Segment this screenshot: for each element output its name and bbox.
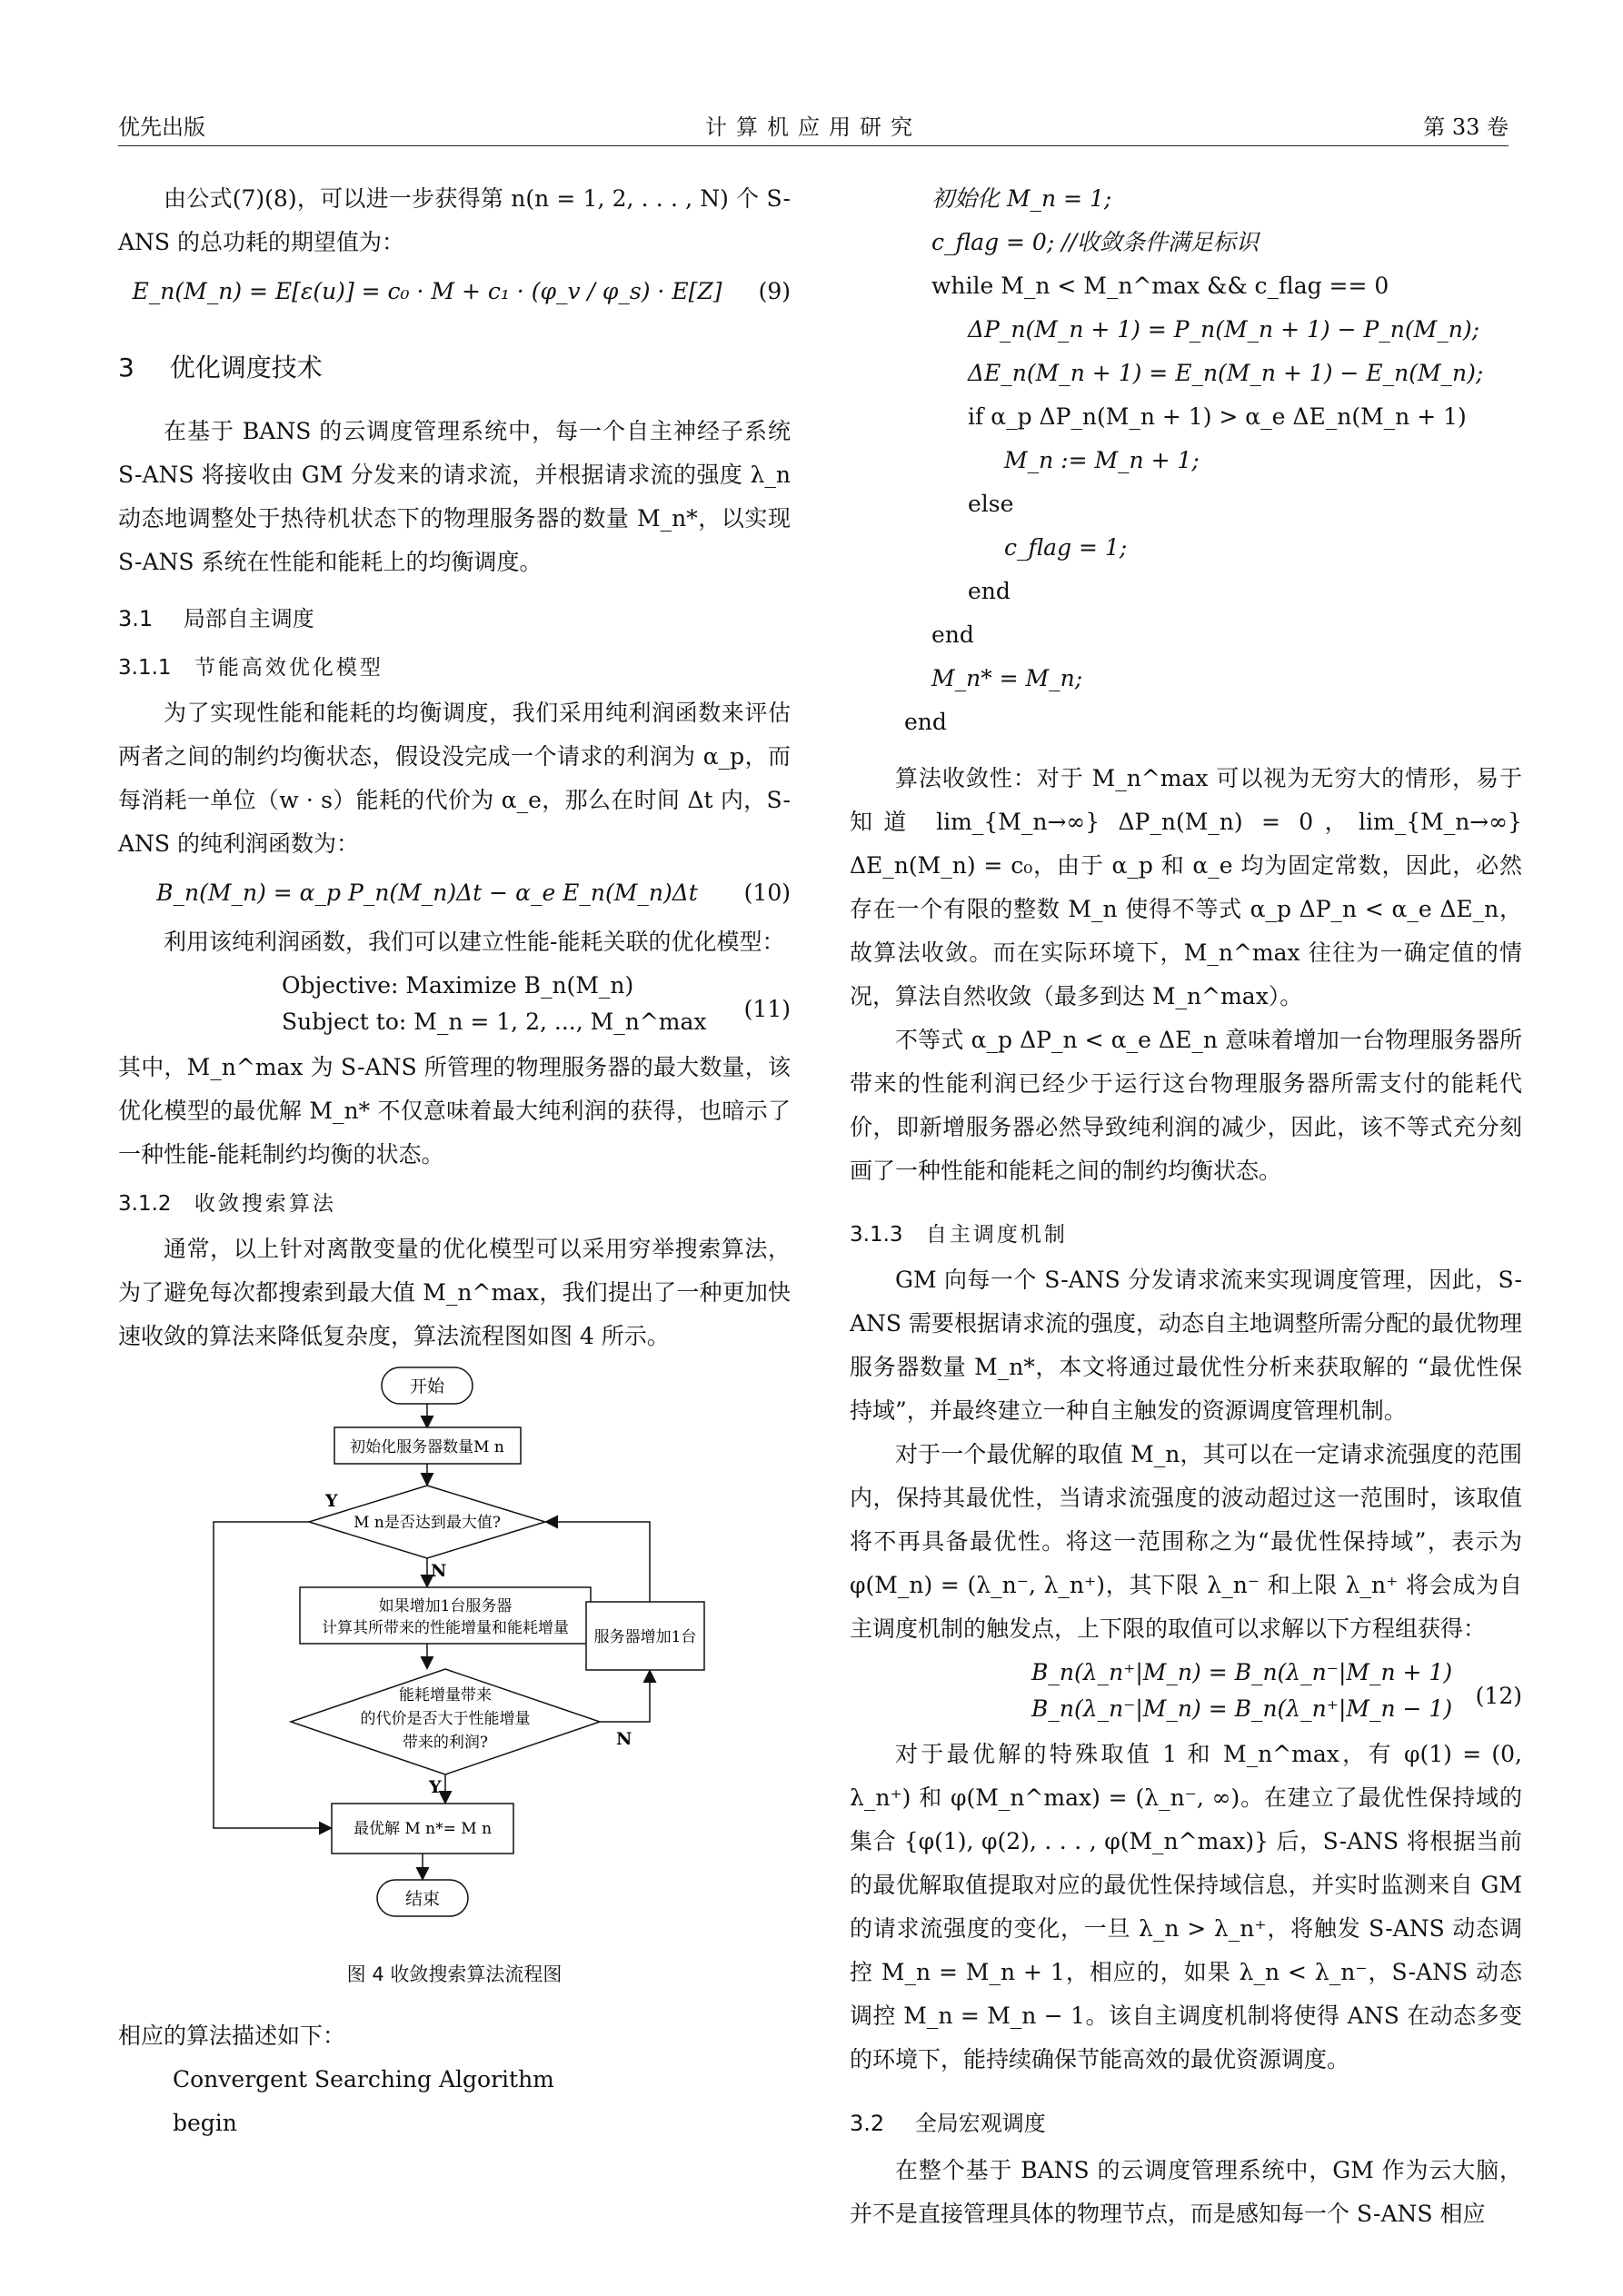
- section-3-1-2-title: 收敛搜索算法: [194, 1192, 336, 1216]
- section-3-1-2-heading: [118, 1182, 791, 1226]
- algo-line: ΔE_n(M_n + 1) = E_n(M_n + 1) − E_n(M_n);: [968, 360, 1484, 386]
- algo-line: while M_n < M_n^max && c_flag == 0: [931, 273, 1389, 299]
- section-3-paragraph: 在基于 BANS 的云调度管理系统中，每一个自主神经子系统 S-ANS 将接收由 GM 分发来的请求流，并根据请求流的强度 λ_n 动态地调整处于热待机状态下的物理服务器的数量 M_n*，以实现 S-ANS 系统在性能和能耗上的均衡调度。: [118, 418, 791, 575]
- equation-11: [118, 964, 791, 1046]
- section-3-1-3-paragraph-3: 对于最优解的特殊取值 1 和 M_n^max，有 φ(1) = (0, λ_n⁺) 和 φ(M_n^max) = (λ_n⁻, ∞)。在建立了最优性保持域的集合 {φ(1), φ(2), . . . , φ(M_n^max)} 后，S-ANS 将根据当前的最优解取值提取对应的最优性保持域信息，并实时监测来自 GM 的请求流强度的变化，一旦 λ_n > λ_n⁺，将触发 S-ANS 动态调控 M_n = M_n + 1，相应的，如果 λ_n < λ_n⁻，S-ANS 动态调控 M_n = M_n − 1。该自主调度机制将使得 ANS 在动态多变的环境下，能持续确保节能高效的最优资源调度。: [850, 1741, 1522, 2072]
- equation-9: [118, 264, 791, 319]
- journal-title: 计算机应用研究: [705, 114, 921, 140]
- algo-line: M_n := M_n + 1;: [1004, 447, 1200, 473]
- algorithm-name: Convergent Searching Algorithm: [173, 2066, 554, 2092]
- algo-line: else: [968, 491, 1014, 517]
- algo-line: if α_p ΔP_n(M_n + 1) > α_e ΔE_n(M_n + 1): [968, 403, 1467, 430]
- algo-line: c_flag = 0; //收敛条件满足标识: [931, 229, 1260, 255]
- cost-check-label-1: 能耗增量带来: [399, 1686, 492, 1705]
- convergence-paragraph-1: 算法收敛性：对于 M_n^max 可以视为无穷大的情形，易于知道 lim_{M_n→∞} ΔP_n(M_n) = 0，lim_{M_n→∞} ΔE_n(M_n) = c₀，由于 α_p 和 α_e 均为固定常数，因此，必然存在一个有限的整数 M_n 使得不等式 α_p ΔP_n < α_e ΔE_n，故算法收敛。而在实际环境下，M_n^max 往往为一确定值的情况，算法自然收敛（最多到达 M_n^max）。: [850, 765, 1522, 1009]
- equation-11-after: 其中，M_n^max 为 S-ANS 所管理的物理服务器的最大数量，该优化模型的最优解 M_n* 不仅意味着最大纯利润的获得，也暗示了一种性能-能耗制约均衡的状态。: [118, 1054, 791, 1168]
- section-3-1-title: 局部自主调度: [183, 606, 314, 631]
- end-label: 结束: [404, 1889, 441, 1909]
- section-3-1-3-number: 3.1.3: [850, 1223, 903, 1247]
- section-3-1-heading: [118, 597, 791, 641]
- equation-11-objective: Objective: Maximize B_n(M_n): [282, 972, 634, 999]
- equation-12-line-1: B_n(λ_n⁺|M_n) = B_n(λ_n⁻|M_n + 1): [1031, 1659, 1453, 1685]
- flowchart-figure: [118, 1358, 791, 1949]
- equation-10-after: 利用该纯利润函数，我们可以建立性能-能耗关联的优化模型：: [164, 929, 785, 955]
- equation-11-constraint: Subject to: M_n = 1, 2, ..., M_n^max: [282, 1009, 707, 1035]
- yes-label-2: Y: [429, 1777, 442, 1797]
- flowchart-svg: [173, 1358, 736, 1949]
- equation-10-body: B_n(M_n) = α_p P_n(M_n)Δt − α_e E_n(M_n)Δt: [156, 880, 698, 906]
- optimal-label: 最优解 M n*= M n: [353, 1820, 493, 1838]
- cost-check-label-2: 的代价是否大于性能增量: [360, 1710, 531, 1728]
- init-label: 初始化服务器数量M n: [350, 1438, 504, 1456]
- algorithm-begin: begin: [173, 2110, 237, 2136]
- section-3-1-3-title: 自主调度机制: [925, 1223, 1068, 1247]
- start-label: 开始: [409, 1377, 445, 1396]
- page-header: [118, 109, 1508, 149]
- section-3-1-3-heading: [850, 1213, 1522, 1257]
- equation-12-line-2: B_n(λ_n⁻|M_n) = B_n(λ_n⁺|M_n − 1): [1031, 1695, 1453, 1722]
- right-column: [850, 177, 1522, 2236]
- section-3-1-2-number: 3.1.2: [118, 1192, 172, 1216]
- equation-10-number: (10): [743, 880, 791, 906]
- increment-label-2: 计算其所带来的性能增量和能耗增量: [322, 1619, 569, 1637]
- figure-4-caption: 图 4 收敛搜索算法流程图: [346, 1963, 563, 1985]
- section-3-1-3-paragraph-1: GM 向每一个 S-ANS 分发请求流来实现调度管理，因此，S-ANS 需要根据请求流的强度，动态自主地调整所需分配的最优物理服务器数量 M_n*，本文将通过最优性分析来获取解的 “最优性保持域”，并最终建立一种自主触发的资源调度管理机制。: [850, 1267, 1523, 1424]
- section-3-1-3-paragraph-2: 对于一个最优解的取值 M_n，其可以在一定请求流强度的范围内，保持其最优性，当请求流强度的波动超过这一范围时，该取值将不再具备最优性。将这一范围称之为“最优性保持域”，表示为 φ(M_n) = (λ_n⁻, λ_n⁺)，其下限 λ_n⁻ 和上限 λ_n⁺ 将会成为自主调度机制的触发点，上下限的取值可以求解以下方程组获得：: [850, 1441, 1522, 1642]
- equation-9-number: (9): [758, 278, 791, 304]
- equation-12-number: (12): [1475, 1683, 1522, 1709]
- max-check-label: M n是否达到最大值?: [353, 1514, 501, 1532]
- convergence-paragraph-2: 不等式 α_p ΔP_n < α_e ΔE_n 意味着增加一台物理服务器所带来的性能利润已经少于运行这台物理服务器所需支付的能耗代价，即新增服务器必然导致纯利润的减少，因此，该不等式充分刻画了一种性能和能耗之间的制约均衡状态。: [850, 1027, 1522, 1184]
- increment-label-1: 如果增加1台服务器: [378, 1597, 513, 1615]
- equation-12: [850, 1651, 1522, 1733]
- intro-paragraph: 由公式(7)(8)，可以进一步获得第 n(n = 1, 2, . . . , N) 个 S-ANS 的总功耗的期望值为：: [118, 185, 791, 255]
- equation-10: [118, 866, 791, 920]
- algo-line: end: [931, 621, 974, 648]
- section-3-1-1-paragraph: 为了实现性能和能耗的均衡调度，我们采用纯利润函数来评估两者之间的制约均衡状态，假设没完成一个请求的利润为 α_p，而每消耗一单位（w · s）能耗的代价为 α_e，那么在时间 Δt 内，S-ANS 的纯利润函数为：: [118, 700, 791, 857]
- section-3-2-number: 3.2: [850, 2111, 885, 2136]
- algo-line: M_n* = M_n;: [931, 665, 1083, 691]
- section-3-2-title: 全局宏观调度: [914, 2111, 1046, 2136]
- algorithm-listing: [850, 177, 1522, 744]
- algo-line: ΔP_n(M_n + 1) = P_n(M_n + 1) − P_n(M_n);: [968, 316, 1480, 343]
- section-3-2-heading: [850, 2102, 1522, 2145]
- section-3-1-1-title: 节能高效优化模型: [194, 656, 383, 680]
- algo-line: end: [968, 578, 1011, 604]
- no-label-2: N: [616, 1729, 632, 1749]
- header-left: 优先出版: [118, 114, 205, 140]
- algo-line: 初始化 M_n = 1;: [931, 185, 1112, 212]
- cost-check-label-3: 带来的利润?: [402, 1734, 489, 1752]
- section-3-number: 3: [118, 353, 134, 383]
- equation-9-body: E_n(M_n) = E[ε(u)] = c₀ · M + c₁ · (φ_v / φ_s) · E[Z]: [132, 278, 722, 304]
- algo-line: end: [904, 709, 947, 735]
- section-3-1-1-heading: [118, 646, 791, 690]
- add-server-label: 服务器增加1台: [593, 1628, 697, 1646]
- section-3-1-number: 3.1: [118, 606, 154, 631]
- header-rule: [118, 145, 1508, 146]
- section-3-1-1-number: 3.1.1: [118, 656, 172, 680]
- section-3-2-paragraph: 在整个基于 BANS 的云调度管理系统中，GM 作为云大脑，并不是直接管理具体的物理节点，而是感知每一个 S-ANS 相应: [850, 2157, 1522, 2227]
- no-label-1: N: [431, 1561, 447, 1581]
- section-3-1-2-paragraph: 通常，以上针对离散变量的优化模型可以采用穷举搜索算法，为了避免每次都搜索到最大值 M_n^max，我们提出了一种更加快速收敛的算法来降低复杂度，算法流程图如图 4 所示。: [118, 1236, 791, 1349]
- algorithm-intro: 相应的算法描述如下：: [118, 2023, 346, 2049]
- algo-line: c_flag = 1;: [1004, 534, 1128, 561]
- yes-label-1: Y: [325, 1491, 338, 1511]
- section-3-title: 优化调度技术: [169, 353, 323, 383]
- equation-11-number: (11): [743, 996, 791, 1022]
- left-column: [118, 177, 791, 2145]
- volume-label: 第 33 卷: [1423, 114, 1508, 140]
- section-3-heading: [118, 346, 791, 390]
